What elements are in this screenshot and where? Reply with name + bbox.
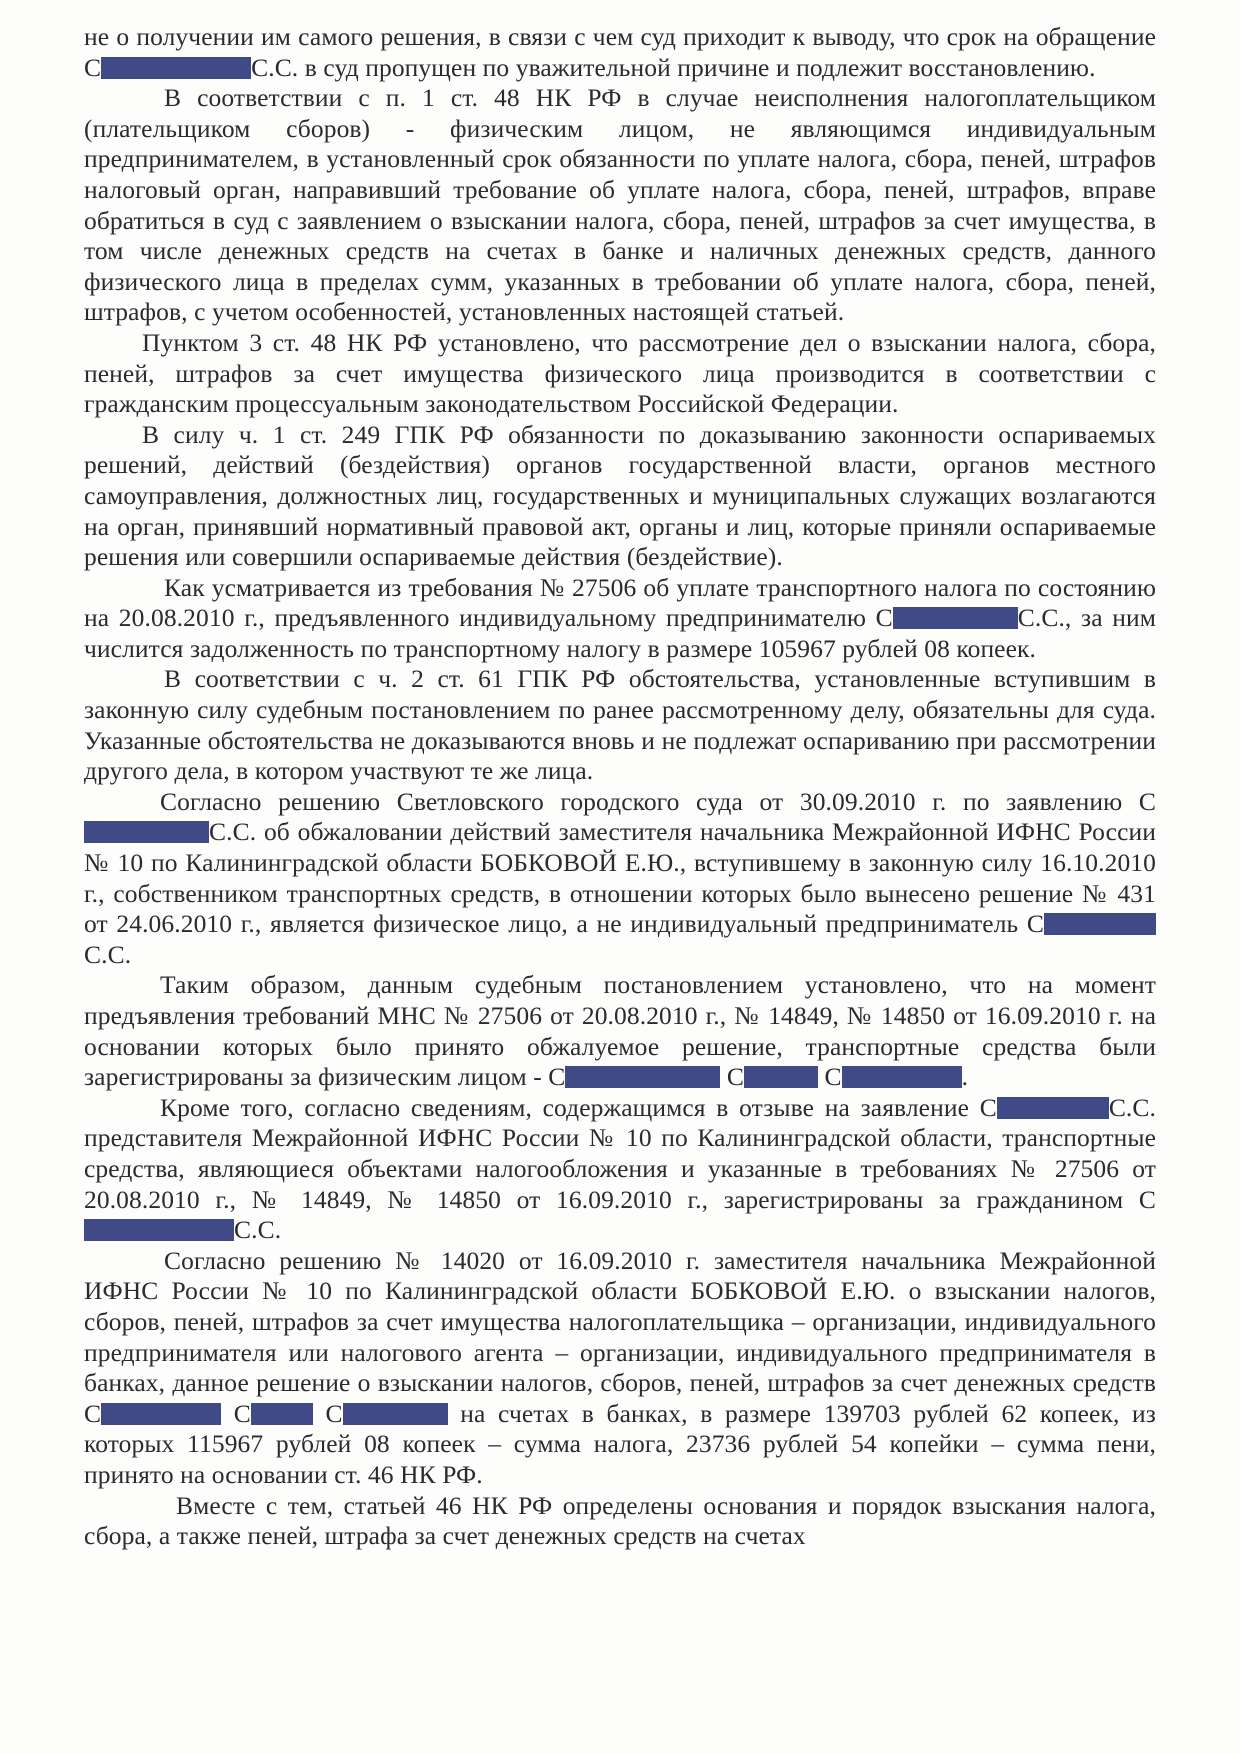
paragraph-text: Вместе с тем, статьей 46 НК РФ определены основания и порядок взыскания налога, сбора, а также пеней, штрафа за счет денежных средств на счетах (84, 1490, 1156, 1551)
paragraph-text: С (817, 1062, 842, 1092)
redacted-name-bar (84, 1219, 234, 1241)
paragraph-text: С.С. об обжаловании действий заместителя начальника Межрайонной ИФНС России № 10 по Калининградской области БОБКОВОЙ Е.Ю., вступившему в законную силу 16.10.2010 г., собственником транспортных средств, в отношении которых было вынесено решение № 431 от 24.06.2010 г., является физическое лицо, а не индивидуальный предприниматель С (84, 817, 1156, 939)
redacted-name-bar (1044, 913, 1156, 935)
paragraph-10 (84, 1491, 1156, 1552)
redacted-name-bar (565, 1066, 720, 1088)
paragraph-5 (84, 664, 1156, 786)
redacted-name-bar (842, 1066, 962, 1088)
paragraph-text: С (221, 1398, 251, 1428)
paragraph-text: С.С. представителя Межрайонной ИФНС России № 10 по Калининградской области, транспортные средства, являющиеся объектами налогообложения и указанные в требованиях № 27506 от 20.08.2010 г., № 14849, № 14850 от 16.09.2010 г., зарегистрированы за гражданином С (84, 1092, 1156, 1214)
paragraph-text: Согласно решению Светловского городского суда от 30.09.2010 г. по заявлению С (160, 786, 1156, 816)
redacted-name-bar (997, 1097, 1109, 1119)
paragraph-text: Как усматривается из требования № 27506 об уплате транспортного налога по состоянию на 20.08.2010 г., предъявленного индивидуальному предпринимателю С (84, 572, 1156, 633)
redacted-name-bar (893, 607, 1018, 629)
document-body (84, 22, 1156, 1552)
redacted-name-bar (101, 57, 251, 79)
redacted-name-bar (251, 1403, 313, 1425)
paragraph-text: С.С. (234, 1215, 282, 1245)
redacted-name-bar (744, 1066, 818, 1088)
redacted-name-bar (84, 821, 209, 843)
paragraph-2 (84, 328, 1156, 420)
paragraph-text: В соответствии с п. 1 ст. 48 НК РФ в случае неисполнения налогоплательщиком (плательщиком сборов) - физическим лицом, не являющимся индивидуальным предпринимателем, в установленный срок обязанности по уплате налога, сбора, пеней, штрафов налоговый орган, направивший требование об уплате налога, сбора, пеней, штрафов, вправе обратиться в суд с заявлением о взыскании налога, сбора, пеней, штрафов за счет имущества, в том числе денежных средств на счетах в банке и наличных денежных средств, данного физического лица в пределах сумм, указанных в требовании об уплате налога, сбора, пеней, штрафов, с учетом особенностей, установленных настоящей статьей. (84, 83, 1156, 327)
paragraph-text: С.С. (84, 939, 132, 969)
paragraph-text: С (720, 1062, 744, 1092)
redacted-name-bar (343, 1403, 448, 1425)
paragraph-0 (84, 22, 1156, 83)
paragraph-text: Пунктом 3 ст. 48 НК РФ установлено, что рассмотрение дел о взыскании налога, сбора, пеней, штрафов за счет имущества физического лица производится в соответствии с гражданским процессуальным законодательством Российской Федерации. (84, 327, 1156, 419)
paragraph-text: . (961, 1062, 969, 1092)
paragraph-text: С.С. в суд пропущен по уважительной причине и подлежит восстановлению. (251, 52, 1096, 82)
redacted-name-bar (101, 1403, 221, 1425)
paragraph-text: не о получении им самого решения, в связи с чем суд приходит к выводу, что срок на обращение С (84, 22, 1156, 82)
paragraph-text: В силу ч. 1 ст. 249 ГПК РФ обязанности по доказыванию законности оспариваемых решений, действий (бездействия) органов государственной власти, органов местного самоуправления, должностных лиц, государственных и муниципальных служащих возлагаются на орган, принявший нормативный правовой акт, органы и лиц, которые приняли оспариваемые решения или совершили оспариваемые действия (бездействие). (84, 419, 1156, 572)
paragraph-1 (84, 83, 1156, 328)
paragraph-7 (84, 970, 1156, 1092)
paragraph-text: С (312, 1398, 343, 1428)
paragraph-text: В соответствии с ч. 2 ст. 61 ГПК РФ обстоятельства, установленные вступившим в законную силу судебным постановлением по ранее рассмотренному делу, обязательны для суда. Указанные обстоятельства не доказываются вновь и не подлежат оспариванию при рассмотрении другого дела, в котором участвуют те же лица. (84, 664, 1156, 786)
paragraph-4 (84, 573, 1156, 665)
paragraph-text: Таким образом, данным судебным постановлением установлено, что на момент предъявления требований МНС № 27506 от 20.08.2010 г., № 14849, № 14850 от 16.09.2010 г. на основании которых было принято обжалуемое решение, транспортные средства были зарегистрированы за физическим лицом - С (84, 970, 1156, 1092)
paragraph-8 (84, 1093, 1156, 1246)
paragraph-text: Кроме того, согласно сведениям, содержащимся в отзыве на заявление С (160, 1092, 997, 1122)
paragraph-text: на счетах в банках, в размере 139703 рублей 62 копеек, из которых 115967 рублей 08 копеек – сумма налога, 23736 рублей 54 копейки – сумма пени, принято на основании ст. 46 НК РФ. (84, 1398, 1156, 1489)
paragraph-9 (84, 1246, 1156, 1491)
paragraph-text: С.С., за ним числится задолженность по транспортному налогу в размере 105967 рублей 08 копеек. (84, 603, 1156, 663)
paragraph-6 (84, 787, 1156, 971)
paragraph-3 (84, 420, 1156, 573)
paragraph-text: Согласно решению № 14020 от 16.09.2010 г. заместителя начальника Межрайонной ИФНС России № 10 по Калининградской области БОБКОВОЙ Е.Ю. о взыскании налогов, сборов, пеней, штрафов за счет имущества налогоплательщика – организации, индивидуального предпринимателя или налогового агента – организации, индивидуального предпринимателя в банках, данное решение о взыскании налогов, сборов, пеней, штрафов за счет денежных средств С (84, 1245, 1156, 1428)
